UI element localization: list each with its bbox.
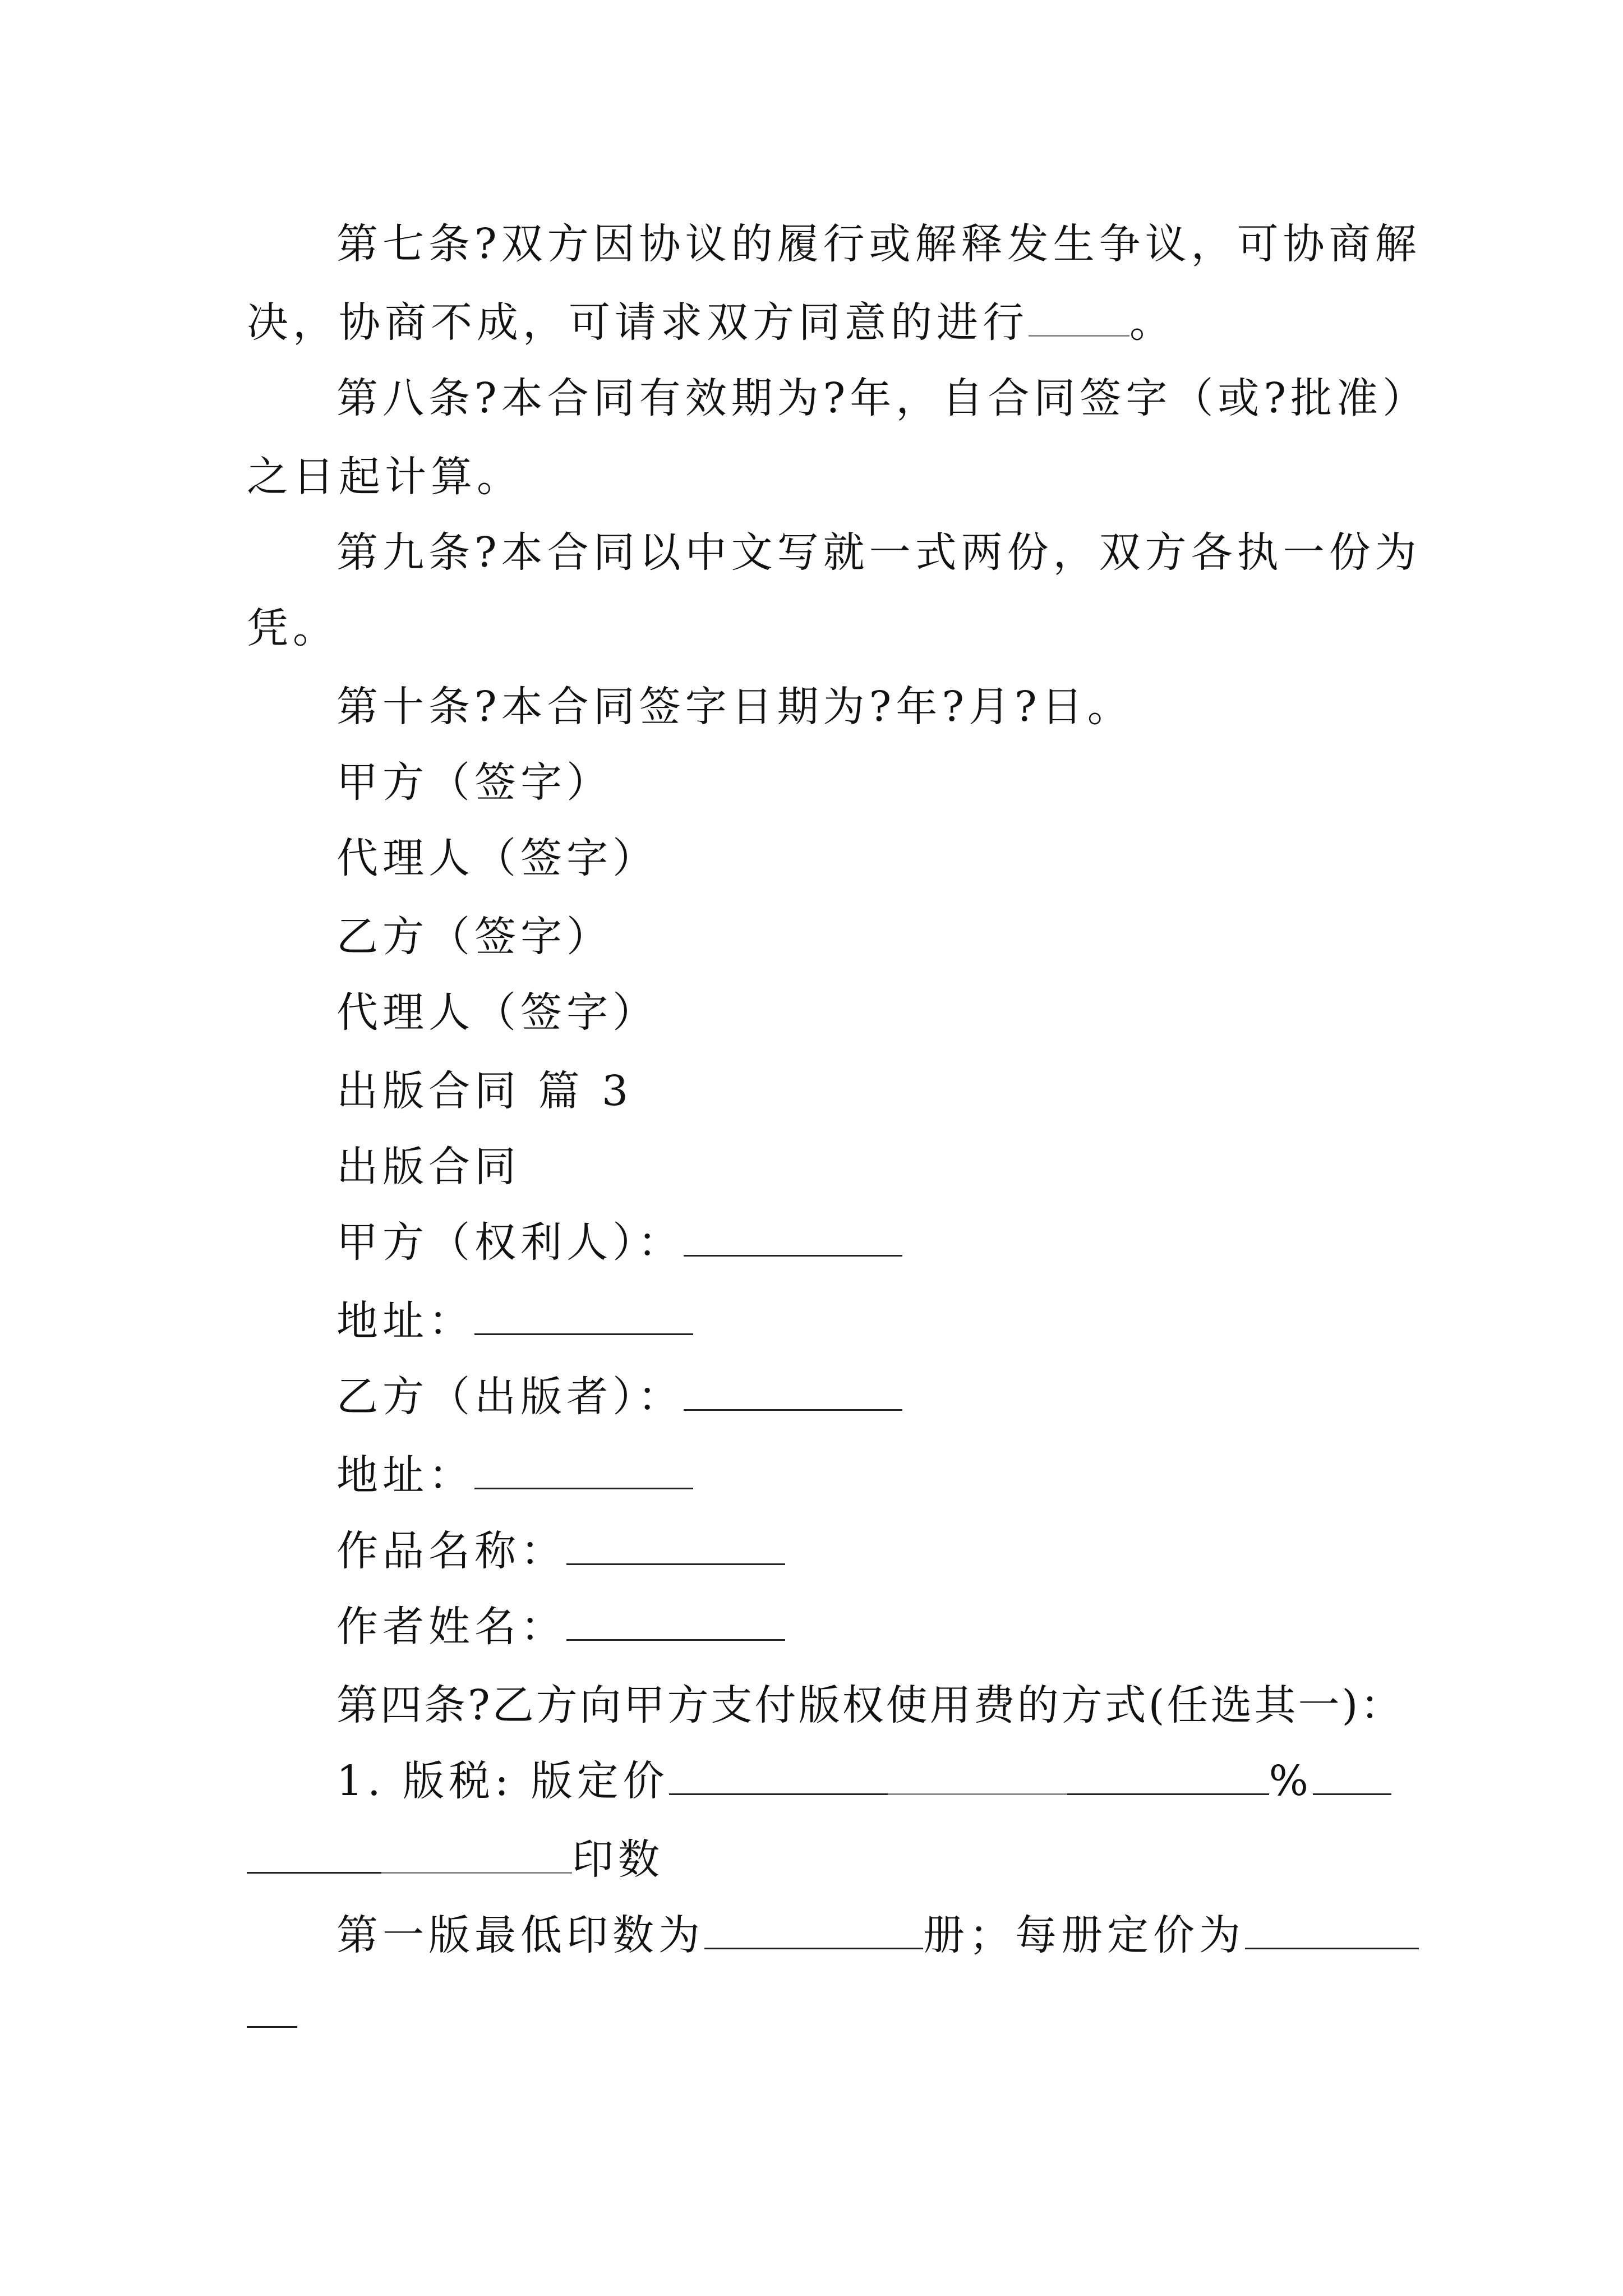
print-count-blank-2	[381, 1833, 572, 1874]
agent-a-signature: 代理人（签字）	[336, 834, 658, 882]
address-a-field	[336, 1293, 693, 1349]
royalty-blank-2	[888, 1754, 1067, 1795]
article-10: 第十条?本合同签字日期为?年?月?日。	[336, 683, 1133, 731]
unit-price-label: 册；每册定价为	[923, 1911, 1245, 1959]
unit-price-blank	[1245, 1908, 1419, 1949]
royalty-blank-3	[1067, 1754, 1269, 1795]
party-b-field	[336, 1369, 902, 1425]
party-a-field	[336, 1214, 902, 1271]
contract-title: 出版合同	[336, 1143, 520, 1191]
royalty-blank-1	[669, 1754, 888, 1795]
party-a-blank	[684, 1216, 902, 1257]
party-a-label: 甲方（权利人）：	[336, 1218, 684, 1267]
address-a-label: 地址：	[336, 1297, 474, 1345]
article-9-line-1: 第九条?本合同以中文写就一式两份，双方各执一份为	[336, 528, 1421, 577]
party-b-blank	[684, 1370, 902, 1411]
percent-sign: %	[1269, 1757, 1313, 1805]
section-heading: 出版合同 篇 3	[336, 1067, 633, 1115]
article-8-line-1: 第八条?本合同有效期为?年，自合同签字（或?批准）	[336, 374, 1429, 422]
address-b-field	[336, 1447, 693, 1503]
address-b-blank	[474, 1448, 693, 1489]
party-b-label: 乙方（出版者）：	[336, 1373, 684, 1421]
first-edition-blank	[704, 1908, 923, 1949]
trailing-blank	[247, 1987, 297, 2028]
article-4: 第四条?乙方向甲方支付版权使用费的方式(任选其一)：	[336, 1681, 1404, 1729]
first-edition-line	[336, 1907, 1419, 1963]
work-title-blank	[566, 1524, 785, 1565]
blank-arbitration	[1029, 296, 1129, 337]
party-b-signature: 乙方（签字）	[336, 913, 612, 961]
article-9-line-2: 凭。	[247, 604, 339, 652]
party-a-signature: 甲方（签字）	[336, 758, 612, 807]
address-a-blank	[474, 1294, 693, 1335]
trailing-blank-line	[247, 1986, 297, 2042]
article-7-line-2	[247, 295, 1175, 351]
royalty-blank-4	[1313, 1754, 1391, 1795]
print-count-label: 印数	[572, 1835, 664, 1884]
work-title-field	[336, 1523, 785, 1579]
royalty-line	[336, 1753, 1391, 1809]
royalty-label: 1. 版税: 版定价	[336, 1757, 669, 1805]
work-title-label: 作品名称：	[336, 1527, 566, 1575]
author-name-field	[336, 1599, 785, 1655]
print-count-blank-1	[247, 1833, 381, 1874]
article-7-line-2-text: 决，协商不成，可请求双方同意的进行	[247, 298, 1029, 347]
author-name-blank	[566, 1600, 785, 1641]
article-8-line-2: 之日起计算。	[247, 453, 523, 501]
article-7-line-1: 第七条?双方因协议的履行或解释发生争议，可协商解	[336, 220, 1421, 268]
article-7-line-2-end: 。	[1129, 298, 1175, 347]
first-edition-label: 第一版最低印数为	[336, 1911, 704, 1959]
author-name-label: 作者姓名：	[336, 1603, 566, 1651]
address-b-label: 地址：	[336, 1451, 474, 1499]
agent-b-signature: 代理人（签字）	[336, 988, 658, 1037]
print-count-line	[247, 1832, 664, 1888]
